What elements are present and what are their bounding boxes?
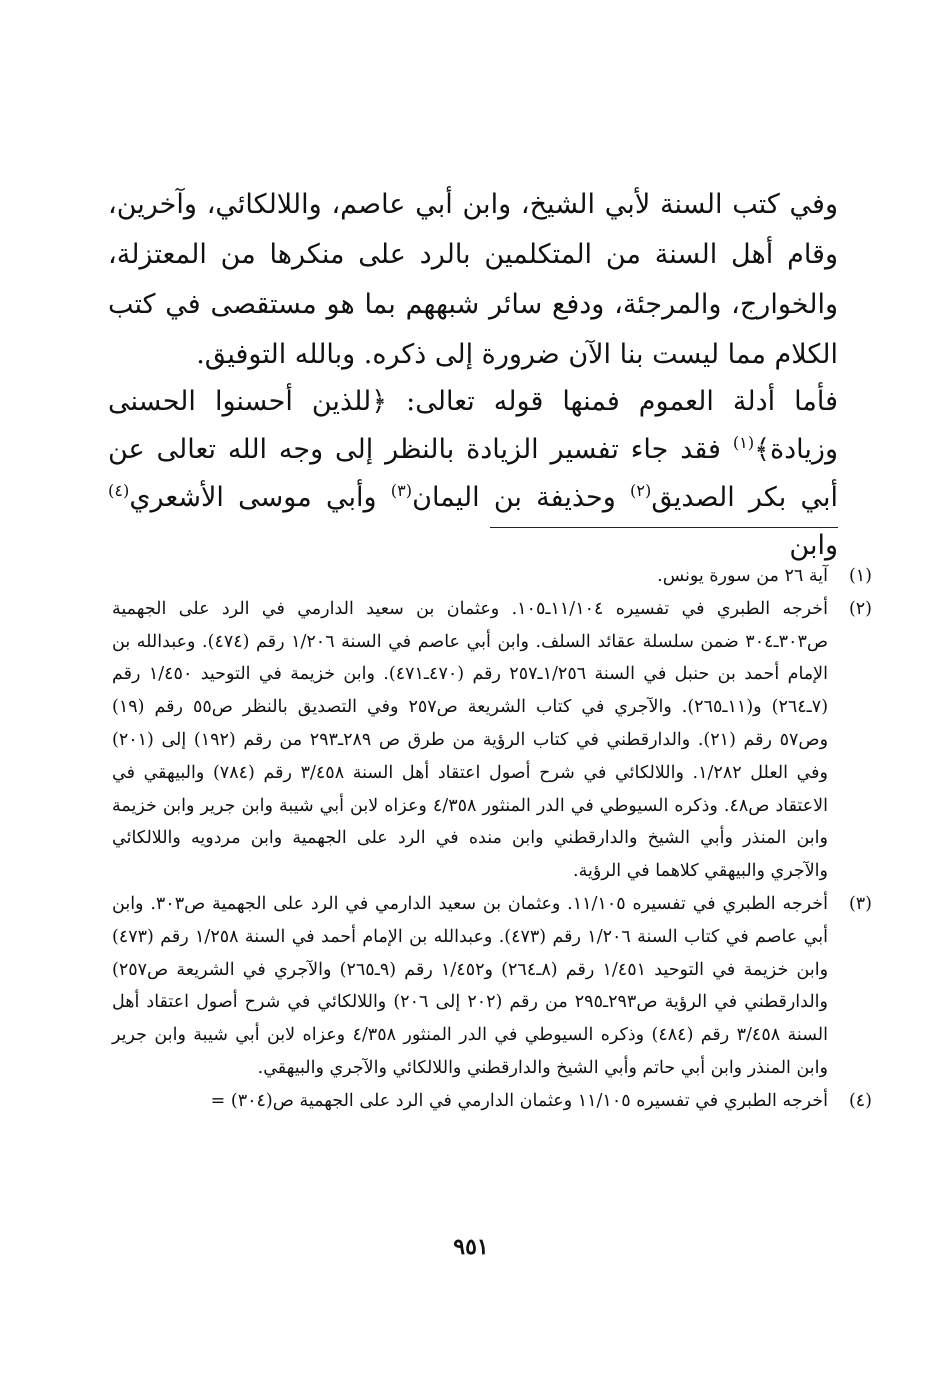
footnote-number: (٤) [848,1090,872,1111]
footnote-ref-4: (٤) [108,481,130,500]
footnote-2 [112,593,872,888]
footnote-number: (٣) [848,893,872,914]
footnote-ref-3: (٣) [390,481,413,500]
text-run: وابن [789,530,838,561]
footnote-text: أخرجه الطبري في تفسيره ١١/١٠٥. وعثمان بن سعيد الدارمي في الرد على الجهمية ص٣٠٣. وابن أبي عاصم في كتاب السنة ١/٢٠٦ رقم (٤٧٣). وعبدالله بن الإمام أحمد في السنة ١/٢٥٨ رقم (٤٧٣) وابن خزيمة في التوحيد ١/٤٥١ رقم (٨ـ٢٦٤) و١/٤٥٢ رقم (٩ـ٢٦٥) والآجري في الشريعة ص٢٥٧) والدارقطني في الرؤية ص٢٩٣ـ٢٩٥ من رقم (٢٠٢ إلى ٢٠٦) واللالكائي في شرح أصول اعتقاد أهل السنة ٣/٤٥٨ رقم (٤٨٤) وذكره السيوطي في الدر المنثور ٤/٣٥٨ وعزاه لابن أبي شيبة وابن جرير وابن المنذر وابن أبي حاتم وأبي الشيخ والدارقطني واللالكائي والآجري والبيهقي. [112,893,829,1078]
text-run: وحذيفة بن اليمان [412,482,630,513]
footnote-text: أخرجه الطبري في تفسيره ١١/١٠٤ـ١٠٥. وعثمان بن سعيد الدارمي في الرد على الجهمية ص٣٠٣ـ٣٠٤ ضمن سلسلة عقائد السلف. وابن أبي عاصم في السنة ١/٢٠٦ رقم (٤٧٤). وعبدالله بن الإمام أحمد بن حنبل في السنة ١/٢٥٦ـ٢٥٧ رقم (٤٧٠ـ٤٧١). وابن خزيمة في التوحيد ١/٤٥٠ رقم (٧ـ٢٦٤) و(١١ـ٢٦٥). والآجري في كتاب الشريعة ص٢٥٧ وفي التصديق بالنظر ص٥٥ رقم (١٩) وص٥٧ رقم (٢١). والدارقطني في كتاب الرؤية من طرق ص ٢٨٩ـ٢٩٣ من رقم (١٩٢) إلى (٢٠١) وفي العلل ١/٢٨٢. واللالكائي في شرح أصول اعتقاد أهل السنة ٣/٤٥٨ رقم (٧٨٤) والبيهقي في الاعتقاد ص٤٨. وذكره السيوطي في الدر المنثور ٤/٣٥٨ وعزاه لابن أبي شيبة وابن جرير وابن خزيمة وابن المنذر وأبي الشيخ والدارقطني وابن منده في الرد على الجهمية وابن مردويه واللالكائي والآجري والبيهقي كلاهما في الرؤية. [112,598,829,882]
body-paragraph-1 [108,180,838,380]
body-paragraph-2 [108,378,838,570]
page-number: ٩٥١ [453,1234,489,1260]
footnote-ref-2: (٢) [629,481,652,500]
text-run: فأما أدلة العموم فمنها قوله تعالى: ﴿للذين أحسنوا الحسنى وزيادة﴾ [108,386,838,465]
footnote-3 [112,888,872,1085]
footnote-number: (١) [848,566,872,586]
footnote-separator [490,527,838,528]
paragraph-text [108,378,838,570]
footnotes-section [112,560,872,1118]
footnote-ref-1: (١) [732,433,755,452]
footnote-1 [112,560,872,593]
text-run: وأبي موسى الأشعري [129,482,391,513]
footnote-text: آية ٢٦ من سورة يونس. [657,566,828,586]
paragraph-text: وفي كتب السنة لأبي الشيخ، وابن أبي عاصم، واللالكائي، وآخرين، وقام أهل السنة من المتكلمين بالرد على منكرها من المعتزلة، والخوارج، والمرجئة، ودفع سائر شبههم بما هو مستقصى في كتب الكلام مما ليست بنا الآن ضرورة إلى ذكره. وبالله التوفيق. [108,189,838,370]
footnote-4 [112,1085,872,1118]
text-run: فقد جاء تفسير الزيادة بالنظر إلى وجه الله تعالى عن أبي بكر الصديق [108,434,839,513]
footnote-number: (٢) [848,598,872,619]
footnote-text: أخرجه الطبري في تفسيره ١١/١٠٥ وعثمان الدارمي في الرد على الجهمية ص(٣٠٤) = [210,1090,828,1111]
